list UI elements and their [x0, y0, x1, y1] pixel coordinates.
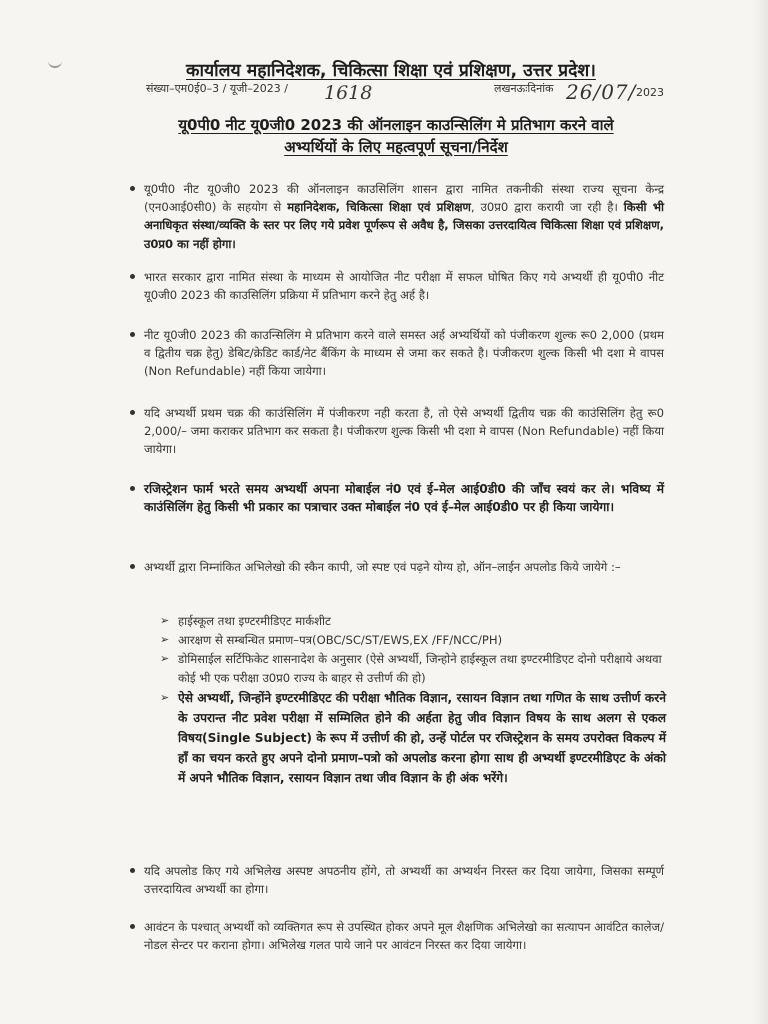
point-1-normal: यू0पी0 नीट यू0जी0 2023 की ऑनलाइन काउसिलिंग शासन द्वारा नामित तकनीकी संस्था राज्य सूचना केन्द्र (एन0आई0सी0) के सहयोग से [144, 182, 664, 215]
point-8 [144, 918, 664, 954]
arrow-bullet-icon: ➢ [160, 614, 170, 627]
point-6-text: अभ्यर्थी द्वारा निम्नांकित अभिलेखो की स्कैन कापी, जो स्पष्ट एवं पढ़ने योग्य हो, ऑन–लाईन अपलोड किये जायेगे :– [144, 560, 621, 574]
document-item-domicile [160, 650, 666, 686]
office-title: कार्यालय महानिदेशक, चिकित्सा शिक्षा एवं प्रशिक्षण, उत्तर प्रदेश। [186, 61, 596, 81]
document-item-text: डोमिसाईल सर्टिफिकेट शासनादेश के अनुसार (ऐसे अभ्यर्थी, जिन्होने हाईस्कूल तथा इण्टरमीडिएट दोनो परीक्षाये अथवा कोई भी एक परीक्षा उ0प्र0 राज्य के बाहर से उत्तीर्ण की हो) [178, 652, 662, 685]
heading-line-1: यू0पी0 नीट यू0जी0 2023 की ऑनलाइन काउन्सिलिंग मे प्रतिभाग करने वाले [178, 116, 614, 134]
document-item-reservation [160, 631, 666, 649]
point-3 [144, 326, 664, 381]
document-item-text: हाईस्कूल तथा इण्टरमीडिएट मार्कशीट [178, 614, 331, 628]
point-1-text [144, 180, 664, 253]
bullet-icon [130, 486, 135, 491]
point-2-text: भारत सरकार द्वारा नामित संस्था के माध्यम से आयोजित नीट परीक्षा में सफल घोषित किए गये अभ्यर्थी ही यू0पी0 नीट यू0जी0 2023 की काउसिलिंग प्रक्रिया में प्रतिभाग करने हेतु अर्ह है। [144, 270, 664, 303]
point-4 [144, 404, 664, 459]
arrow-bullet-icon: ➢ [160, 633, 170, 647]
arrow-bullet-icon: ➢ [160, 652, 170, 666]
bullet-icon [130, 186, 135, 191]
place-date-label: लखनऊःदिनांक [494, 82, 554, 95]
point-8-text: आवंटन के पश्चात् अभ्यर्थी को व्यक्तिगत रूप से उपस्थित होकर अपने मूल शैक्षणिक अभिलेखो का सत्यापन आवंटित कालेज/नोडल सेन्टर पर कराना होगा। अभिलेख गलत पाये जाने पर आवंटन निरस्त कर दिया जायेगा। [144, 920, 664, 953]
document-item-text: आरक्षण से सम्बन्धित प्रमाण–पत्र(OBC/SC/ST/EWS,EX /FF/NCC/PH) [178, 633, 503, 648]
point-1 [144, 180, 664, 253]
point-1-normal-2: , उ0प्र0 द्वारा करायी जा रही है। [470, 200, 624, 215]
bullet-icon [130, 924, 135, 929]
document-item-single-subject [160, 688, 666, 788]
point-4-text: यदि अभ्यर्थी प्रथम चक्र की काउंसिलिंग में पंजीकरण नही करता है, तो ऐसे अभ्यर्थी द्वितीय चक्र की काउंसिलिंग हेतु रू0 2,000/– जमा कराकर प्रतिभाग कर सकता है। पंजीकरण शुल्क किसी भी दशा मे वापस (Non Refundable) नहीं किया जायेगा। [144, 406, 664, 457]
bullet-icon [130, 410, 135, 415]
point-1-bold-warning: किसी भी अनाधिकृत संस्था/व्यक्ति के स्तर पर लिए गये प्रवेश पूर्णरूप से अवैध है, जिसका उत्तरदायित्व चिकित्सा शिक्षा एवं प्रशिक्षण, उ0प्र0 का नहीं होगा। [144, 200, 664, 251]
point-6 [144, 558, 664, 576]
bullet-icon [130, 564, 135, 569]
point-5 [144, 480, 664, 517]
document-item-marksheet [160, 612, 666, 630]
arrow-bullet-icon: ➢ [160, 690, 170, 704]
point-1-bold-authority: महानिदेशक, चिकित्सा शिक्षा एवं प्रशिक्षण [287, 200, 471, 215]
point-3-text: नीट यू0जी0 2023 की काउन्सिलिंग मे प्रतिभाग करने वाले समस्त अर्ह अभ्यर्थियों को पंजीकरण शुल्क रू0 2,000 (प्रथम व द्वितीय चक्र हेतु) डेबिट/क्रेडिट कार्ड/नेट बैंकिंग के माध्यम से जमा कर सकते है। पंजीकरण शुल्क किसी भी दशा मे वापस (Non Refundable) नहीं किया जायेगा। [144, 328, 664, 379]
handwritten-date: 26/07/ [566, 80, 637, 104]
notice-heading [126, 114, 666, 158]
point-7-text: यदि अपलोड किए गये अभिलेख अस्पष्ट अपठनीय होंगे, तो अभ्यर्थी का अभ्यर्थन निरस्त कर दिया जायेगा, जिसका सम्पूर्ण उत्तरदायित्व अभ्यर्थी का होगा। [144, 864, 664, 897]
bullet-icon [130, 332, 135, 337]
document-list [160, 612, 666, 789]
date-year: 2023 [636, 86, 664, 99]
heading-line-2: अभ्यर्थियों के लिए महत्वपूर्ण सूचना/निर्देश [284, 138, 508, 156]
bullet-icon [130, 274, 135, 279]
bullet-icon [130, 868, 135, 873]
point-7 [144, 862, 664, 898]
page-edge-shadow [754, 0, 768, 1024]
reference-prefix: संख्या–एम0ई0–3 / यूजी–2023 / [146, 82, 288, 95]
handwritten-reference-number: 1618 [324, 82, 373, 104]
punch-mark [48, 58, 62, 68]
point-5-text: रजिस्ट्रेशन फार्म भरते समय अभ्यर्थी अपना मोबाईल नं0 एवं ई–मेल आई0डी0 की जाँच स्वयं कर ले। भविष्य में काउंसिलिंग हेतु किसी भी प्रकार का पत्राचार उक्त मोबाईल नं0 एवं ई–मेल आई0डी0 पर ही किया जायेगा। [144, 482, 664, 515]
point-2 [144, 268, 664, 304]
document-item-text: ऐसे अभ्यर्थी, जिन्होंने इण्टरमीडिएट की परीक्षा भौतिक विज्ञान, रसायन विज्ञान तथा गणित के साथ उत्तीर्ण करने के उपरान्त नीट प्रवेश परीक्षा में सम्मिलित होने की अर्हता हेतु जीव विज्ञान विषय के साथ अलग से एकल विषय(Single Subject) के रूप में उत्तीर्ण की हो, उन्हें पोर्टल पर रजिस्ट्रेशन के समय उपरोक्त विकल्प में हाँ का चयन करते हुए अपने दोनो प्रमाण–पत्रो को अपलोड करना होगा साथ ही अभ्यर्थी इण्टरमीडिएट के अंको में अपने भौतिक विज्ञान, रसायन विज्ञान तथा जीव विज्ञान के ही अंक भरेंगे। [178, 690, 666, 785]
